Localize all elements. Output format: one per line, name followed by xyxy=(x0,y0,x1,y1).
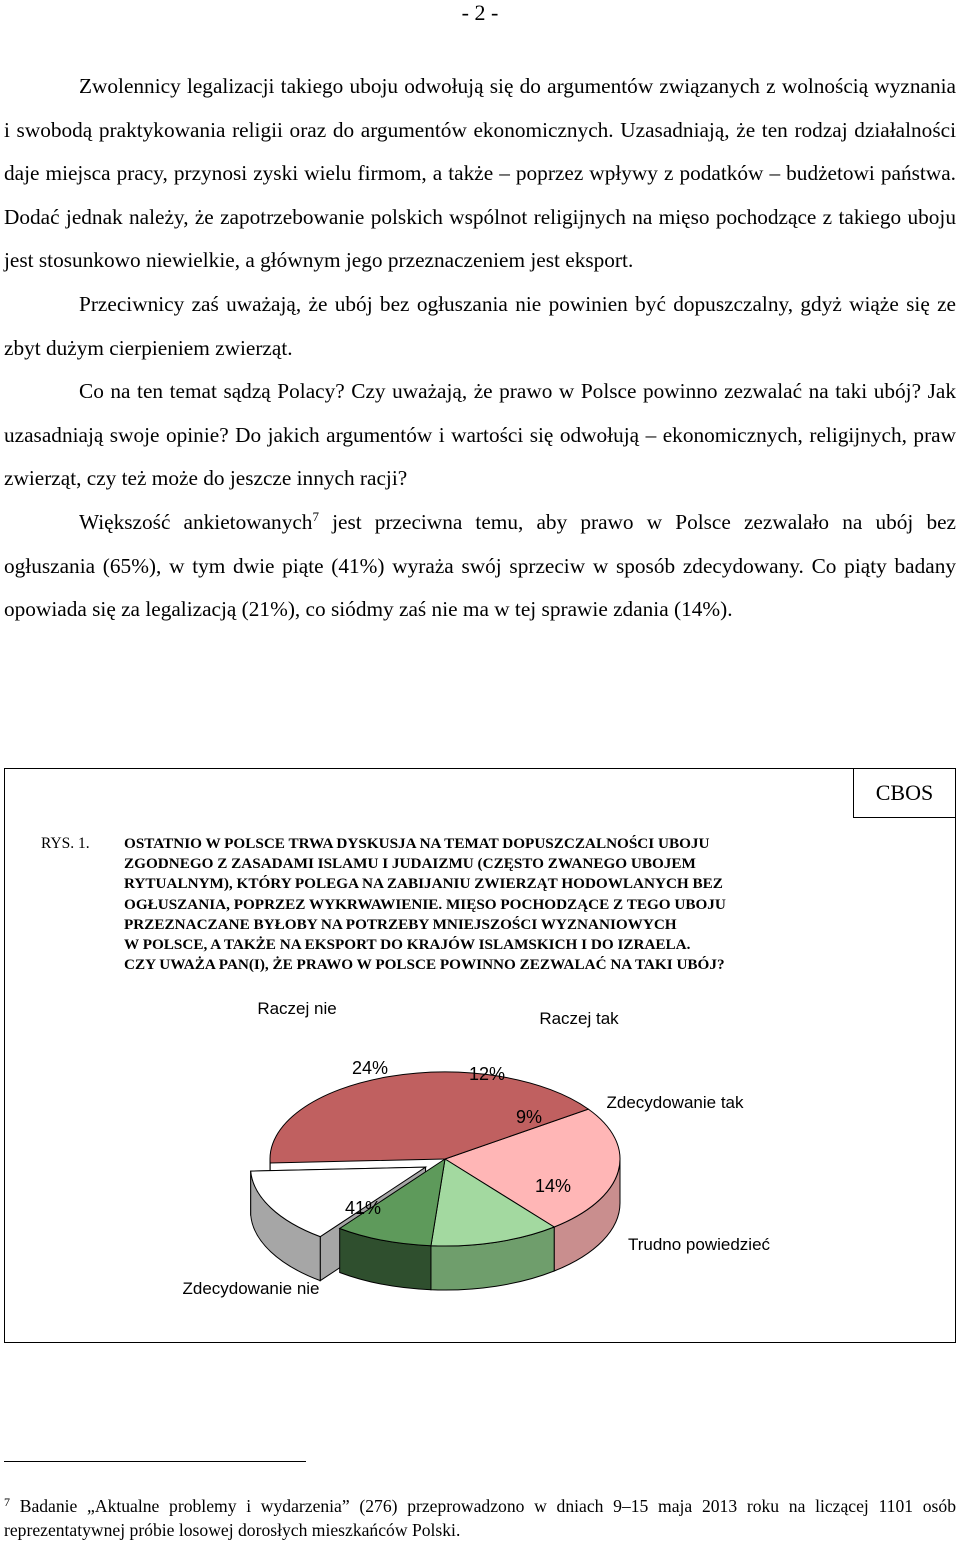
figure-title-line: ZGODNEGO Z ZASADAMI ISLAMU I JUDAIZMU (CZĘSTO ZWANEGO UBOJEM xyxy=(124,855,696,873)
footnote-rule xyxy=(4,1461,306,1462)
figure-title-line: W POLSCE, A TAKŻE NA EKSPORT DO KRAJÓW ISLAMSKICH I DO IZRAELA. xyxy=(124,936,691,954)
pie-chart xyxy=(5,769,955,1342)
figure-title-line: CZY UWAŻA PAN(I), ŻE PRAWO W POLSCE POWINNO ZEZWALAĆ NA TAKI UBÓJ? xyxy=(124,956,725,974)
footnote xyxy=(4,1494,956,1542)
figure-title-line: OGŁUSZANIA, POPRZEZ WYKRWAWIENIE. MIĘSO POCHODZĄCE Z TEGO UBOJU xyxy=(124,895,726,913)
footnote-number: 7 xyxy=(4,1495,10,1509)
footnote-reference: 7 xyxy=(312,508,319,524)
pie-slice-value-label: 14% xyxy=(534,1176,572,1196)
pie-slice-value-label: 41% xyxy=(344,1198,382,1218)
cbos-source-box: CBOS xyxy=(853,768,956,818)
paragraph-results xyxy=(4,501,956,632)
footnote-text: Badanie „Aktualne problemy i wydarzenia” (276) przeprowadzono w dniach 9–15 maja 2013 roku na liczącej 1101 osób reprezentatywnej próbie losowej dorosłych mieszkańców Polski. xyxy=(4,1496,956,1540)
figure-label: RYS. 1. xyxy=(41,835,90,852)
figure-title-line: PRZEZNACZANE BYŁOBY NA POTRZEBY MNIEJSZOŚCI WYZNANIOWYCH xyxy=(124,915,677,933)
pie-slice-category-label: Zdecydowanie tak xyxy=(606,1093,744,1112)
results-text-end: jest przeciwna temu, aby prawo w Polsce zezwalało na ubój bez ogłuszania (65%), w tym dwie piąte (41%) wyraża swój sprzeciw w sposób zdecydowany. Co piąty badany opowiada się za legalizacją (21%), co siódmy zaś nie ma w tej sprawie zdania (14%). xyxy=(4,509,957,622)
pie-slice-category-label: Raczej nie xyxy=(257,999,337,1018)
results-text-start: Większość ankietowanych xyxy=(79,509,313,534)
pie-slice-value-label: 9% xyxy=(515,1107,543,1127)
figure-title-line: OSTATNIO W POLSCE TRWA DYSKUSJA NA TEMAT DOPUSZCZALNOŚCI UBOJU xyxy=(124,835,710,852)
paragraph-arguments-against: Przeciwnicy zaś uważają, że ubój bez ogłuszania nie powinien być dopuszczalny, gdyż wiąże się ze zbyt dużym cierpieniem zwierząt. xyxy=(4,291,956,360)
pie-slice-category-label: Zdecydowanie nie xyxy=(182,1279,320,1298)
pie-slice-value-label: 24% xyxy=(351,1058,389,1078)
pie-slice-category-label: Raczej tak xyxy=(539,1009,619,1028)
page-number: - 2 - xyxy=(461,0,499,25)
paragraph-questions: Co na ten temat sądzą Polacy? Czy uważają, że prawo w Polsce powinno zezwalać na taki ubój? Jak uzasadniają swoje opinie? Do jakich argumentów i wartości się odwołują – ekonomicznych, religijnych, praw zwierząt, czy też może do jeszcze innych racji? xyxy=(4,379,956,491)
paragraph-arguments-for: Zwolennicy legalizacji takiego uboju odwołują się do argumentów związanych z wolnością wyznania i swobodą praktykowania religii oraz do argumentów ekonomicznych. Uzasadniają, że ten rodzaj działalności daje miejsca pracy, przynosi zyski wielu firmom, a także – poprzez wpływy z podatków – budżetowi państwa. Dodać jednak należy, że zapotrzebowanie polskich wspólnot religijnych na mięso pochodzące z takiego uboju jest stosunkowo niewielkie, a głównym jego przeznaczeniem jest eksport. xyxy=(4,74,956,273)
body-text xyxy=(4,65,956,632)
pie-slice-value-label: 12% xyxy=(468,1064,506,1084)
pie-slice-category-label: Trudno powiedzieć xyxy=(627,1235,771,1254)
figure-box xyxy=(4,768,956,1343)
figure-title-line: RYTUALNYM), KTÓRY POLEGA NA ZABIJANIU ZWIERZĄT HODOWLANYCH BEZ xyxy=(124,875,723,893)
